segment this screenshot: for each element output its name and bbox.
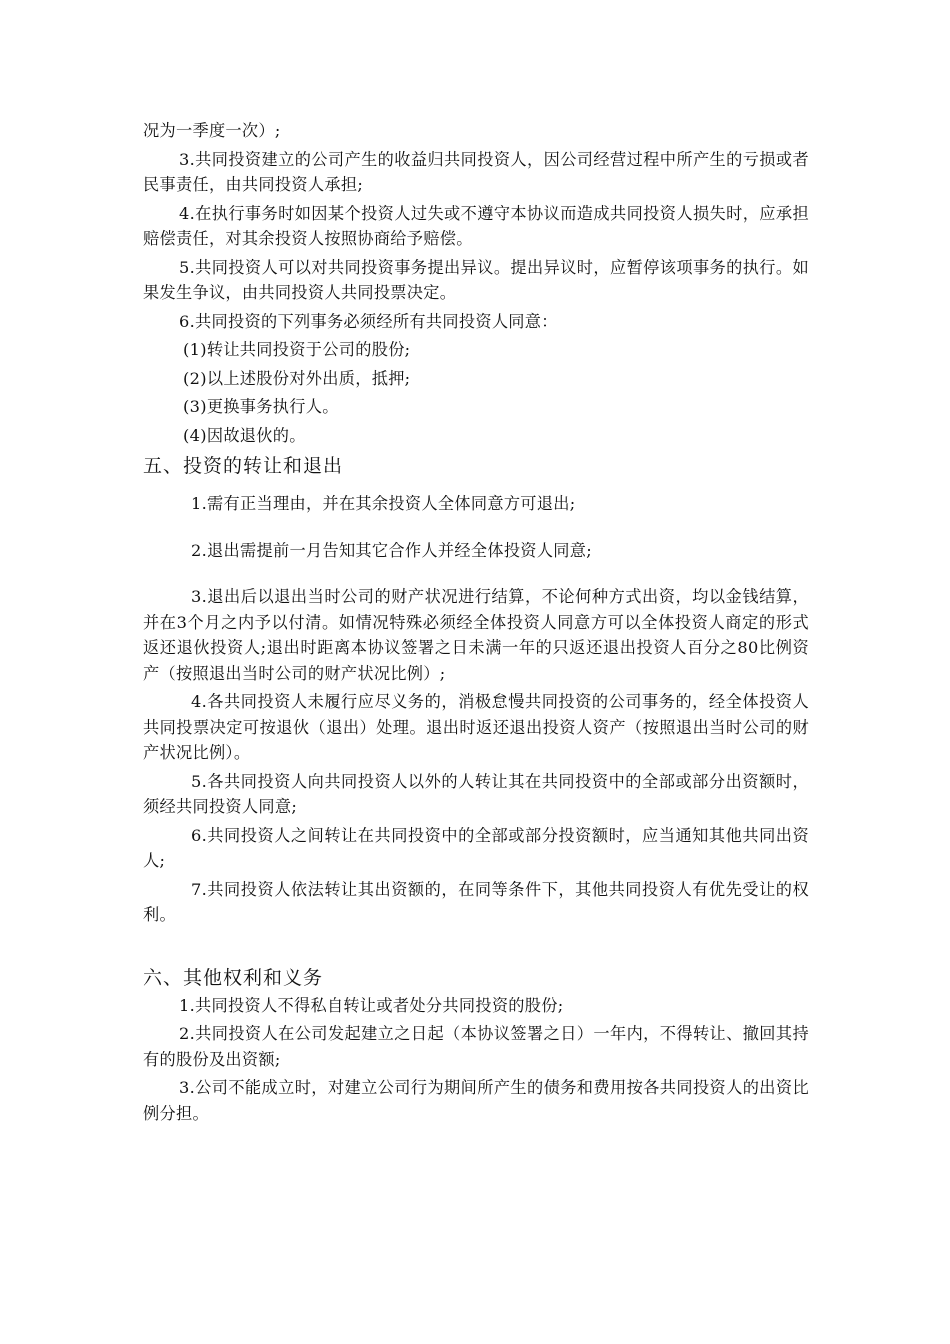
paragraph-continuation: 况为一季度一次）; [143, 121, 281, 140]
clause-4-5: 5.共同投资人可以对共同投资事务提出异议。提出异议时，应暂停该项事务的执行。如果发生争议，由共同投资人共同投票决定。 [143, 257, 809, 302]
clause-5-2: 2.退出需提前一月告知其它合作人并经全体投资人同意; [191, 540, 593, 560]
clause-4-6: 6.共同投资的下列事务必须经所有共同投资人同意： [179, 311, 558, 331]
clause-5-3: 3.退出后以退出当时公司的财产状况进行结算，不论何种方式出资，均以金钱结算，并在3个月之内予以付清。如情况特殊必须经全体投资人同意方可以全体投资人商定的形式返还退伙投资人;退出时距离本协议签署之日未满一年的只返还退出投资人百分之80比例资产（按照退出当时公司的财产状况比例）; [143, 587, 809, 683]
sub-clause-2: (2)以上述股份对外出质，抵押; [183, 368, 411, 388]
clause-6-3: 3.公司不能成立时，对建立公司行为期间所产生的债务和费用按各共同投资人的出资比例分担。 [143, 1078, 809, 1123]
document-body [143, 118, 809, 1129]
spacer [143, 566, 809, 584]
section-6-heading: 六、其他权利和义务 [143, 966, 324, 989]
spacer [143, 931, 809, 963]
clause-6-1: 1.共同投资人不得私自转让或者处分共同投资的股份; [179, 995, 564, 1015]
section-5-heading: 五、投资的转让和退出 [143, 455, 344, 477]
sub-clause-3: (3)更换事务执行人。 [183, 397, 339, 416]
spacer [143, 520, 809, 538]
clause-5-6: 6.共同投资人之间转让在共同投资中的全部或部分投资额时，应当通知其他共同出资人; [143, 825, 809, 870]
clause-5-7: 7.共同投资人依法转让其出资额的，在同等条件下，其他共同投资人有优先受让的权利。 [143, 879, 809, 924]
clause-6-2: 2.共同投资人在公司发起建立之日起（本协议签署之日）一年内，不得转让、撤回其持有的股份及出资额; [143, 1024, 809, 1069]
clause-5-5: 5.各共同投资人向共同投资人以外的人转让其在共同投资中的全部或部分出资额时，须经共同投资人同意; [143, 771, 809, 816]
clause-5-4: 4.各共同投资人未履行应尽义务的，消极怠慢共同投资的公司事务的，经全体投资人共同投票决定可按退伙（退出）处理。退出时返还退出投资人资产（按照退出当时公司的财产状况比例）。 [143, 692, 809, 762]
sub-clause-4: (4)因故退伙的。 [183, 425, 306, 445]
clause-4-3: 3.共同投资建立的公司产生的收益归共同投资人，因公司经营过程中所产生的亏损或者民事责任，由共同投资人承担; [143, 149, 809, 194]
spacer [143, 481, 809, 491]
clause-4-4: 4.在执行事务时如因某个投资人过失或不遵守本协议而造成共同投资人损失时，应承担赔偿责任，对其余投资人按照协商给予赔偿。 [143, 203, 809, 248]
clause-5-1: 1.需有正当理由，并在其余投资人全体同意方可退出; [191, 494, 576, 513]
sub-clause-1: (1)转让共同投资于公司的股份; [183, 340, 411, 359]
